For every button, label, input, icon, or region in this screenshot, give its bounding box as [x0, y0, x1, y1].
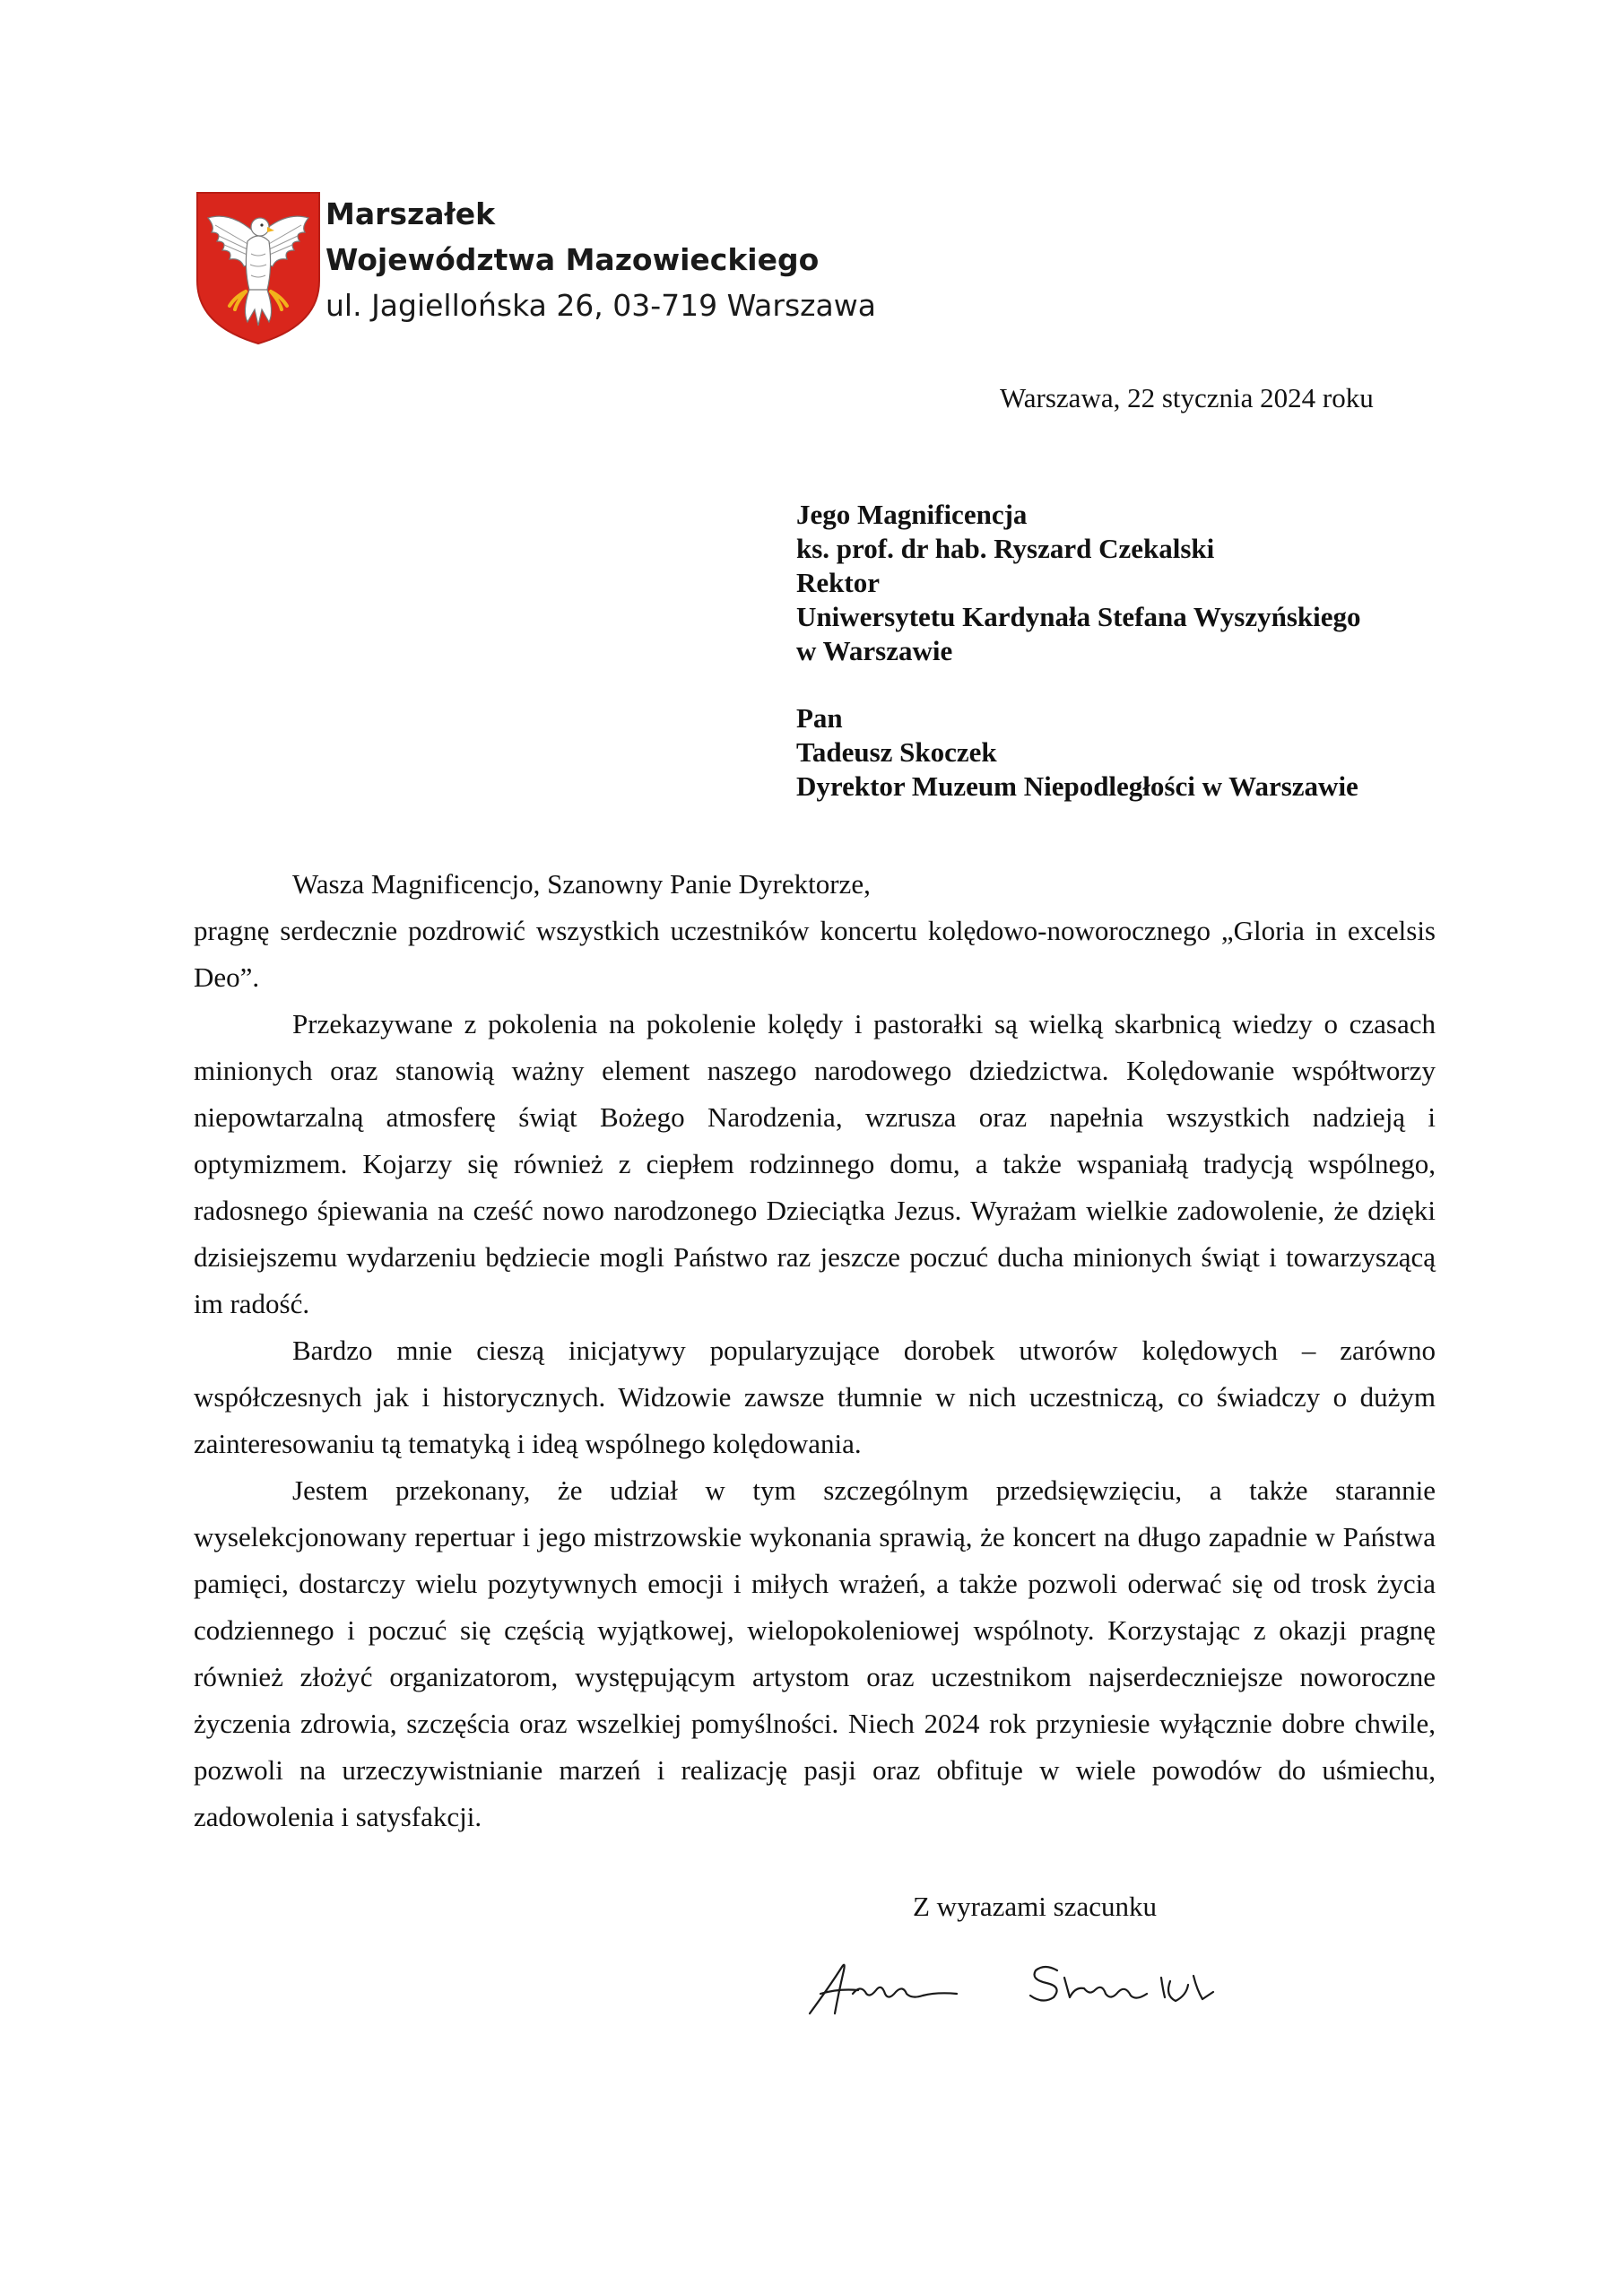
- body-paragraph: Bardzo mnie cieszą inicjatywy popularyzujące dorobek utworów kolędowych – zarówno współczesnych jak i historycznych. Widzowie zawsze tłumnie w nich uczestniczą, co świadczy o dużym zainteresowaniu tą tematyką i ideą wspólnego kolędowania.: [194, 1335, 1436, 1459]
- issuer-address: ul. Jagiellońska 26, 03-719 Warszawa: [325, 288, 876, 323]
- addressees: [796, 498, 1460, 837]
- addressee-rector: [796, 498, 1460, 668]
- salutation: Wasza Magnificencjo, Szanowny Panie Dyrektorze,: [292, 868, 871, 900]
- letter-body: [194, 861, 1436, 1840]
- addressee-line: Uniwersytetu Kardynała Stefana Wyszyńskiego: [796, 601, 1361, 632]
- issuer-block: [325, 191, 876, 328]
- addressee-line: ks. prof. dr hab. Ryszard Czekalski: [796, 533, 1215, 564]
- body-paragraph: Przekazywane z pokolenia na pokolenie kolędy i pastorałki są wielką skarbnicą wiedzy o czasach minionych oraz stanowią ważny element naszego narodowego dziedzictwa. Kolędowanie współtworzy niepowtarzalną atmosferę świąt Bożego Narodzenia, wzrusza oraz napełnia wszystkich nadzieją i optymizmem. Kojarzy się również z ciepłem rodzinnego domu, a także wspaniałą tradycją wspólnego, radosnego śpiewania na cześć nowo narodzonego Dzieciątka Jezus. Wyrażam wielkie zadowolenie, że dzięki dzisiejszemu wydarzeniu będziecie mogli Państwo raz jeszcze poczuć ducha minionych świąt i towarzyszącą im radość.: [194, 1008, 1436, 1319]
- issuer-title-line2: Województwa Mazowieckiego: [325, 242, 820, 277]
- addressee-line: Jego Magnificencja: [796, 499, 1028, 530]
- addressee-line: Rektor: [796, 567, 880, 598]
- closing-phrase: Z wyrazami szacunku: [913, 1891, 1157, 1922]
- issuer-title-line1: Marszałek: [325, 196, 496, 231]
- letterhead: [195, 191, 913, 352]
- body-paragraph: pragnę serdecznie pozdrowić wszystkich uczestników koncertu kolędowo-noworocznego „Gloria in excelsis Deo”.: [194, 915, 1436, 993]
- addressee-line: Dyrektor Muzeum Niepodległości w Warszawie: [796, 770, 1358, 802]
- letter-date: Warszawa, 22 stycznia 2024 roku: [1000, 382, 1374, 413]
- addressee-line: Pan: [796, 702, 843, 734]
- addressee-line: w Warszawie: [796, 635, 953, 666]
- addressee-line: Tadeusz Skoczek: [796, 736, 997, 768]
- handwritten-signature: [803, 1951, 1251, 2022]
- addressee-director: [796, 701, 1460, 804]
- body-paragraph: Jestem przekonany, że udział w tym szczególnym przedsięwzięciu, a także starannie wyselekcjonowany repertuar i jego mistrzowskie wykonania sprawią, że koncert na długo zapadnie w Państwa pamięci, dostarczy wielu pozytywnych emocji i miłych wrażeń, a także pozwoli oderwać się od trosk życia codziennego i poczuć się częścią wyjątkowej, wielopokoleniowej wspólnoty. Korzystając z okazji pragnę również złożyć organizatorom, występującym artystom oraz uczestnikom najserdeczniejsze noworoczne życzenia zdrowia, szczęścia oraz wszelkiej pomyślności. Niech 2024 rok przyniesie wyłącznie dobre chwile, pozwoli na urzeczywistnianie marzeń i realizację pasji oraz obfituje w wiele powodów do uśmiechu, zadowolenia i satysfakcji.: [194, 1474, 1436, 1832]
- mazovia-eagle-crest-icon: [195, 191, 321, 345]
